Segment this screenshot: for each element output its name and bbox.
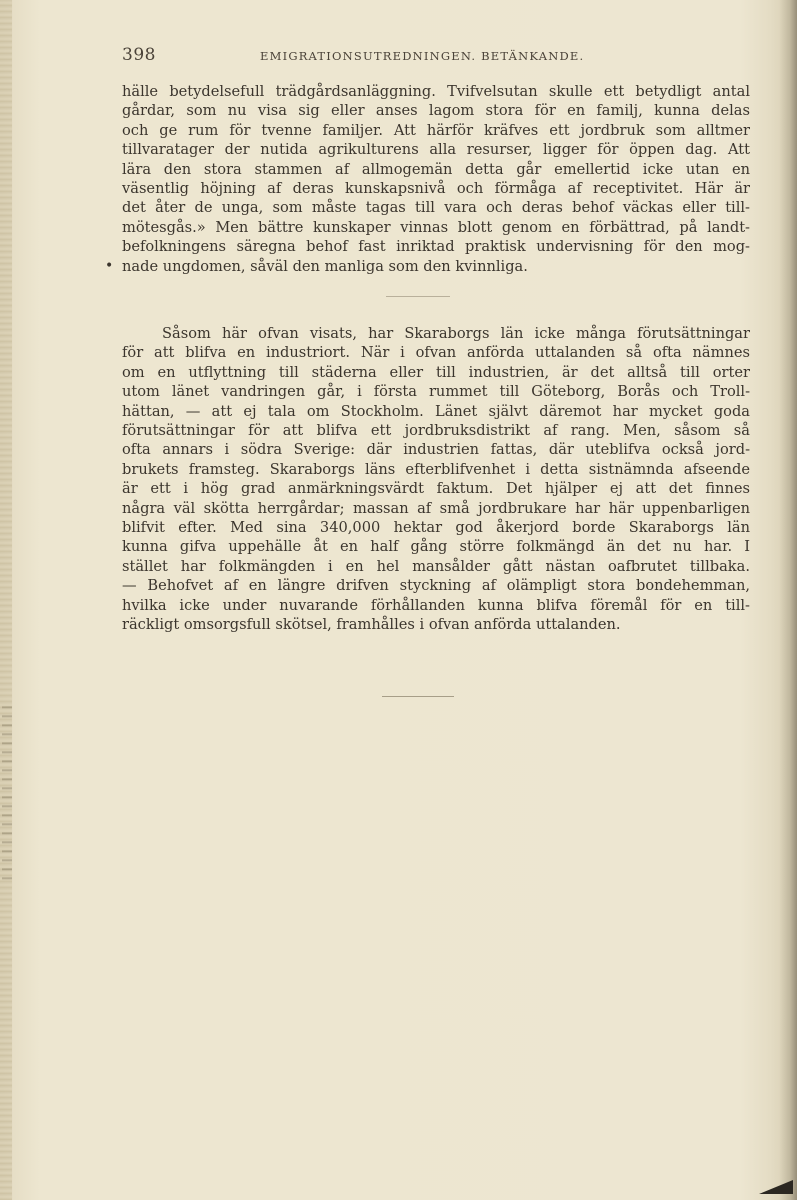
text-line: lära den stora stammen af allmogemän detta går emellertid icke utan en bbox=[122, 160, 750, 178]
page-header bbox=[122, 45, 752, 69]
text-line: det åter de unga, som måste tagas till vara och deras behof väckas eller till- bbox=[122, 199, 750, 217]
text-line: om en utflyttning till städerna eller till industrien, är det alltså till orter bbox=[122, 363, 750, 381]
end-divider bbox=[382, 696, 454, 697]
text-line: hälle betydelsefull trädgårdsanläggning. Tvifvelsutan skulle ett betydligt antal bbox=[122, 83, 750, 100]
text-line: — Behofvet af en längre drifven styckning af olämpligt stora bondehemman, bbox=[122, 577, 750, 595]
page-edge-shadow bbox=[779, 0, 797, 1200]
text-line: förutsättningar för att blifva ett jordbruksdistrikt af rang. Men, såsom så bbox=[122, 422, 750, 440]
paragraph-1 bbox=[122, 82, 750, 276]
corner-fold bbox=[759, 1180, 793, 1194]
text-line: för att blifva en industriort. När i ofvan anförda uttalanden så ofta nämnes bbox=[122, 344, 750, 362]
text-line: väsentlig höjning af deras kunskapsnivå och förmåga af receptivitet. Här är bbox=[122, 180, 750, 198]
text-line: tillvaratager der nutida agrikulturens alla resurser, ligger för öppen dag. Att bbox=[122, 141, 750, 159]
text-line: hättan, — att ej tala om Stockholm. Länet självt däremot har mycket goda bbox=[122, 402, 750, 420]
paragraph-2 bbox=[122, 324, 750, 635]
text-line: utom länet vandringen går, i första rummet till Göteborg, Borås och Troll- bbox=[122, 383, 750, 401]
text-line: är ett i hög grad anmärkningsvärdt faktum. Det hjälper ej att det finnes bbox=[122, 480, 750, 498]
text-line: nade ungdomen, såväl den manliga som den kvinnliga. bbox=[122, 257, 528, 275]
text-line: befolkningens säregna behof fast inriktad praktisk undervisning för den mog- bbox=[122, 238, 750, 256]
section-divider bbox=[386, 296, 450, 297]
page-number: 398 bbox=[122, 45, 156, 65]
text-line: stället har folkmängden i en hel mansålder gått nästan oafbrutet tillbaka. bbox=[122, 557, 750, 575]
text-line: kunna gifva uppehälle åt en half gång större folkmängd än det nu har. I bbox=[122, 538, 750, 556]
binding-edge bbox=[0, 0, 12, 1200]
margin-specks bbox=[2, 700, 12, 880]
text-line: mötesgås.» Men bättre kunskaper vinnas blott genom en förbättrad, på landt- bbox=[122, 218, 750, 236]
text-line: och ge rum för tvenne familjer. Att härför kräfves ett jordbruk som alltmer bbox=[122, 121, 750, 139]
text-line-indented: Såsom här ofvan visats, har Skaraborgs län icke många förutsättningar bbox=[162, 325, 750, 342]
text-line: ofta annars i södra Sverige: där industrien fattas, där uteblifva också jord- bbox=[122, 441, 750, 459]
text-line: räckligt omsorgsfull skötsel, framhålles i ofvan anförda uttalanden. bbox=[122, 616, 621, 634]
running-title: EMIGRATIONSUTREDNINGEN. BETÄNKANDE. bbox=[260, 49, 585, 63]
margin-bullet-mark: • bbox=[105, 258, 114, 274]
text-line: hvilka icke under nuvarande förhållanden kunna blifva föremål för en till- bbox=[122, 596, 750, 614]
text-line: blifvit efter. Med sina 340,000 hektar god åkerjord borde Skaraborgs län bbox=[122, 519, 750, 537]
text-line: gårdar, som nu visa sig eller anses lagom stora för en familj, kunna delas bbox=[122, 102, 750, 120]
text-line: brukets framsteg. Skaraborgs läns efterblifvenhet i detta sistnämnda afseende bbox=[122, 460, 750, 478]
text-line: några väl skötta herrgårdar; massan af små jordbrukare har här uppenbarligen bbox=[122, 499, 750, 517]
